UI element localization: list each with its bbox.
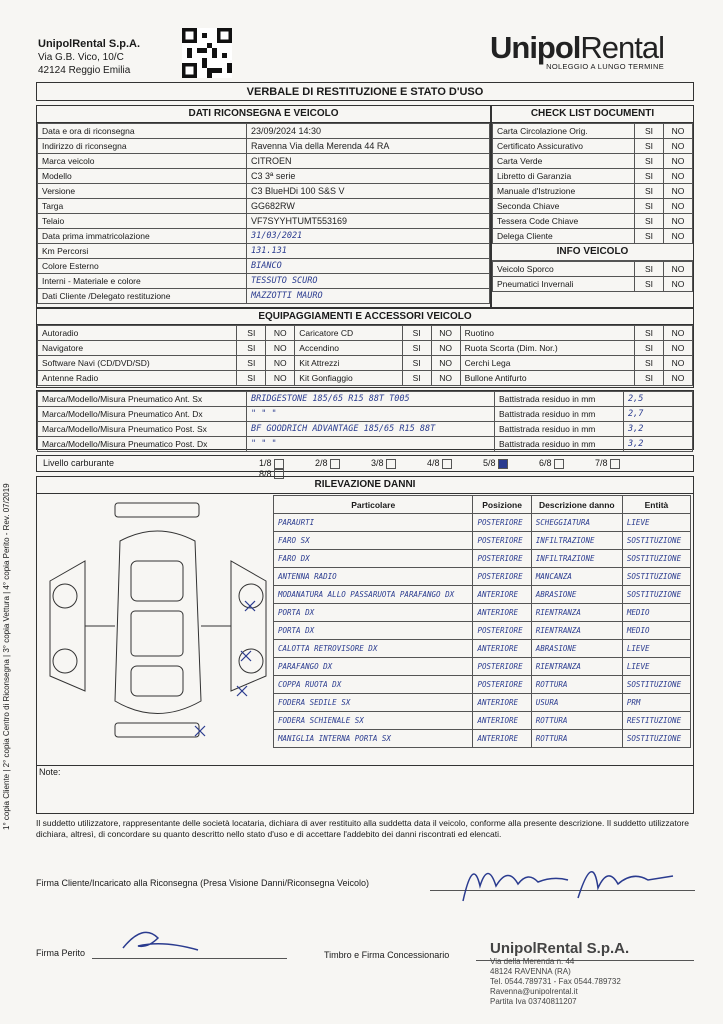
damage-cell[interactable]: POSTERIORE bbox=[473, 514, 531, 532]
damage-cell[interactable]: ABRASIONE bbox=[531, 640, 622, 658]
dati-label: Interni - Materiale e colore bbox=[38, 274, 247, 289]
damage-cell[interactable]: RESTITUZIONE bbox=[622, 712, 690, 730]
fuel-checkbox[interactable] bbox=[442, 459, 452, 469]
dati-value[interactable]: 23/09/2024 14:30 bbox=[247, 124, 490, 139]
damage-header: Posizione bbox=[473, 496, 531, 514]
checklist-row bbox=[493, 184, 693, 199]
dati-row bbox=[38, 259, 490, 274]
equip-row bbox=[38, 356, 693, 371]
perito-signature-line[interactable] bbox=[92, 958, 287, 959]
fuel-level-option[interactable] bbox=[259, 458, 315, 469]
equip-table bbox=[37, 325, 693, 386]
damage-row bbox=[274, 676, 691, 694]
info-label: Veicolo Sporco bbox=[493, 262, 635, 277]
dati-table bbox=[37, 123, 490, 304]
tread-label: Battistrada residuo in mm bbox=[495, 407, 624, 422]
damage-cell[interactable]: SOSTITUZIONE bbox=[622, 730, 690, 748]
equip-label: Navigatore bbox=[38, 341, 237, 356]
tyre-label: Marca/Modello/Misura Pneumatico Ant. Dx bbox=[38, 407, 247, 422]
info-table bbox=[492, 261, 693, 292]
damage-row bbox=[274, 658, 691, 676]
damage-cell[interactable]: FODERA SCHIENALE SX bbox=[274, 712, 473, 730]
damage-cell[interactable]: PARAFANGO DX bbox=[274, 658, 473, 676]
tyres-table bbox=[37, 391, 693, 452]
damage-cell[interactable]: POSTERIORE bbox=[473, 676, 531, 694]
dealer-stamp bbox=[490, 940, 629, 1007]
equip-no[interactable]: NO bbox=[664, 326, 693, 341]
equip-no[interactable]: NO bbox=[266, 326, 295, 341]
equip-si[interactable]: SI bbox=[402, 371, 431, 386]
copy-distribution-sidebar: 1° copia Cliente | 2° copia Centro di Riconsegna | 3° copia Vettura | 4° copia Perito - Rev. 07/2019 bbox=[2, 483, 11, 830]
equip-no[interactable]: NO bbox=[266, 341, 295, 356]
equip-si[interactable]: SI bbox=[237, 326, 266, 341]
checklist-title: CHECK LIST DOCUMENTI bbox=[492, 106, 693, 123]
dati-label: Telaio bbox=[38, 214, 247, 229]
equip-row bbox=[38, 326, 693, 341]
checklist-si[interactable]: SI bbox=[635, 139, 664, 154]
checklist-no[interactable]: NO bbox=[664, 229, 693, 244]
damage-cell[interactable]: USURA bbox=[531, 694, 622, 712]
dati-row bbox=[38, 184, 490, 199]
damage-cell[interactable]: MANIGLIA INTERNA PORTA SX bbox=[274, 730, 473, 748]
checklist-si[interactable]: SI bbox=[635, 229, 664, 244]
checklist-no[interactable]: NO bbox=[664, 184, 693, 199]
declaration-text: Il suddetto utilizzatore, rappresentante delle società locataria, dichiara di aver restituito alla suddetta data il veicolo, conforme alla presente descrizione. Il suddetto utilizzatore dichiara, altresì, di concordare su quanto descritto nello stato d'uso e di accettare l'addebito dei danni riscontrati ed elencati. bbox=[36, 818, 689, 839]
fuel-checkbox[interactable] bbox=[386, 459, 396, 469]
tread-value[interactable]: 2,7 bbox=[624, 407, 693, 422]
equip-row bbox=[38, 371, 693, 386]
stamp-line: Partita Iva 03740811207 bbox=[490, 997, 577, 1006]
tread-value[interactable]: 3,2 bbox=[624, 422, 693, 437]
note-label: Note: bbox=[39, 767, 61, 777]
dati-value[interactable]: C3 3ª serie bbox=[247, 169, 490, 184]
tyre-row bbox=[38, 392, 693, 407]
dati-label: Marca veicolo bbox=[38, 154, 247, 169]
fuel-level-option[interactable] bbox=[539, 458, 595, 469]
equip-si[interactable]: SI bbox=[635, 326, 664, 341]
fuel-checkbox[interactable] bbox=[610, 459, 620, 469]
dati-value[interactable]: C3 BlueHDi 100 S&S V bbox=[247, 184, 490, 199]
checklist-row bbox=[493, 139, 693, 154]
dati-row bbox=[38, 169, 490, 184]
fuel-checkbox[interactable] bbox=[274, 459, 284, 469]
equip-si[interactable]: SI bbox=[402, 356, 431, 371]
equip-si[interactable]: SI bbox=[237, 371, 266, 386]
info-no[interactable]: NO bbox=[664, 262, 693, 277]
dati-value[interactable]: VF7SYYHTUMT553169 bbox=[247, 214, 490, 229]
equip-si[interactable]: SI bbox=[635, 341, 664, 356]
damage-cell[interactable]: ANTERIORE bbox=[473, 712, 531, 730]
fuel-section bbox=[36, 455, 694, 479]
unipolrental-logo bbox=[490, 30, 664, 71]
damage-cell[interactable]: SOSTITUZIONE bbox=[622, 676, 690, 694]
equip-label: Autoradio bbox=[38, 326, 237, 341]
tyre-value[interactable]: BF GOODRICH ADVANTAGE 185/65 R15 88T bbox=[247, 422, 495, 437]
dati-row bbox=[38, 229, 490, 244]
fuel-label: Livello carburante bbox=[43, 458, 115, 468]
damage-cell[interactable]: ANTERIORE bbox=[473, 604, 531, 622]
damage-cell[interactable]: ROTTURA bbox=[531, 712, 622, 730]
damage-cell[interactable]: MEDIO bbox=[622, 604, 690, 622]
damage-cell[interactable]: PRM bbox=[622, 694, 690, 712]
damage-cell[interactable]: ABRASIONE bbox=[531, 586, 622, 604]
dati-label: Dati Cliente /Delegato restituzione bbox=[38, 289, 247, 304]
damage-cell[interactable]: ROTTURA bbox=[531, 676, 622, 694]
tyre-row bbox=[38, 407, 693, 422]
fuel-level-label: 4/8 bbox=[427, 458, 440, 468]
damage-header: Entità bbox=[622, 496, 690, 514]
dati-title: DATI RICONSEGNA E VEICOLO bbox=[37, 106, 490, 123]
equip-no[interactable]: NO bbox=[664, 371, 693, 386]
equip-si[interactable]: SI bbox=[237, 341, 266, 356]
damage-cell[interactable]: COPPA RUOTA DX bbox=[274, 676, 473, 694]
dati-label: Colore Esterno bbox=[38, 259, 247, 274]
dati-row bbox=[38, 214, 490, 229]
dati-value[interactable]: CITROEN bbox=[247, 154, 490, 169]
equip-no[interactable]: NO bbox=[266, 356, 295, 371]
stamp-name: UnipolRental S.p.A. bbox=[490, 940, 630, 957]
fuel-level-option[interactable] bbox=[315, 458, 371, 469]
equip-label: Accendino bbox=[295, 341, 402, 356]
damage-cell[interactable]: LIEVE bbox=[622, 658, 690, 676]
checklist-no[interactable]: NO bbox=[664, 154, 693, 169]
tyre-label: Marca/Modello/Misura Pneumatico Ant. Sx bbox=[38, 392, 247, 407]
damage-cell[interactable]: SOSTITUZIONE bbox=[622, 586, 690, 604]
client-signature-label: Firma Cliente/Incaricato alla Riconsegna (Presa Visione Danni/Riconsegna Veicolo) bbox=[36, 878, 370, 888]
checklist-label: Certificato Assicurativo bbox=[493, 139, 635, 154]
equip-no[interactable]: NO bbox=[664, 341, 693, 356]
checklist-si[interactable]: SI bbox=[635, 199, 664, 214]
damage-cell[interactable]: LIEVE bbox=[622, 640, 690, 658]
damage-cell[interactable]: ANTERIORE bbox=[473, 640, 531, 658]
dati-label: Versione bbox=[38, 184, 247, 199]
dati-value[interactable]: BIANCO bbox=[247, 259, 490, 274]
equip-row bbox=[38, 341, 693, 356]
fuel-level-option[interactable] bbox=[371, 458, 427, 469]
equip-si[interactable]: SI bbox=[635, 356, 664, 371]
fuel-checkbox[interactable] bbox=[498, 459, 508, 469]
damage-header: Particolare bbox=[274, 496, 473, 514]
client-signature-image bbox=[458, 846, 688, 906]
tyre-row bbox=[38, 437, 693, 452]
damage-cell[interactable]: POSTERIORE bbox=[473, 622, 531, 640]
fuel-level-option[interactable] bbox=[427, 458, 483, 469]
damage-cell[interactable]: PORTA DX bbox=[274, 622, 473, 640]
fuel-checkbox[interactable] bbox=[554, 459, 564, 469]
logo-brand-a: Unipol bbox=[490, 30, 581, 65]
equip-no[interactable]: NO bbox=[431, 371, 460, 386]
fuel-level-label: 6/8 bbox=[539, 458, 552, 468]
damage-cell[interactable]: POSTERIORE bbox=[473, 568, 531, 586]
tyre-label: Marca/Modello/Misura Pneumatico Post. Dx bbox=[38, 437, 247, 452]
damage-cell[interactable]: RIENTRANZA bbox=[531, 604, 622, 622]
damage-cell[interactable]: CALOTTA RETROVISORE DX bbox=[274, 640, 473, 658]
checklist-label: Delega Cliente bbox=[493, 229, 635, 244]
damage-row bbox=[274, 514, 691, 532]
equip-no[interactable]: NO bbox=[431, 341, 460, 356]
checklist-row bbox=[493, 214, 693, 229]
info-title: INFO VEICOLO bbox=[492, 244, 693, 261]
damage-cell[interactable]: INFILTRAZIONE bbox=[531, 532, 622, 550]
tread-label: Battistrada residuo in mm bbox=[495, 422, 624, 437]
logo-brand-b: Rental bbox=[580, 30, 665, 65]
dati-label: Targa bbox=[38, 199, 247, 214]
fuel-level-label: 1/8 bbox=[259, 458, 272, 468]
checklist-label: Carta Circolazione Orig. bbox=[493, 124, 635, 139]
damage-cell[interactable]: MANCANZA bbox=[531, 568, 622, 586]
info-row bbox=[493, 277, 693, 292]
checklist-no[interactable]: NO bbox=[664, 214, 693, 229]
dati-value[interactable]: TESSUTO SCURO bbox=[247, 274, 490, 289]
checklist-no[interactable]: NO bbox=[664, 169, 693, 184]
dati-row bbox=[38, 244, 490, 259]
logo-tagline: NOLEGGIO A LUNGO TERMINE bbox=[546, 62, 665, 71]
damage-row bbox=[274, 586, 691, 604]
info-no[interactable]: NO bbox=[664, 277, 693, 292]
damage-row bbox=[274, 568, 691, 586]
equip-no[interactable]: NO bbox=[431, 356, 460, 371]
dati-section bbox=[36, 105, 491, 308]
dati-value[interactable]: GG682RW bbox=[247, 199, 490, 214]
fuel-level-label: 7/8 bbox=[595, 458, 608, 468]
car-damage-diagram bbox=[45, 501, 271, 741]
tyre-value[interactable]: BRIDGESTONE 185/65 R15 88T T005 bbox=[247, 392, 495, 407]
checklist-no[interactable]: NO bbox=[664, 124, 693, 139]
stamp-line: Ravenna@unipolrental.it bbox=[490, 987, 578, 996]
stamp-line: 48124 RAVENNA (RA) bbox=[490, 967, 571, 976]
damage-cell[interactable]: POSTERIORE bbox=[473, 532, 531, 550]
equip-si[interactable]: SI bbox=[402, 326, 431, 341]
checklist-si[interactable]: SI bbox=[635, 184, 664, 199]
equip-no[interactable]: NO bbox=[431, 326, 460, 341]
damage-cell[interactable]: ANTENNA RADIO bbox=[274, 568, 473, 586]
equip-si[interactable]: SI bbox=[402, 341, 431, 356]
dati-value[interactable]: 131.131 bbox=[247, 244, 490, 259]
dati-label: Km Percorsi bbox=[38, 244, 247, 259]
checklist-row bbox=[493, 199, 693, 214]
damage-header: Descrizione danno bbox=[531, 496, 622, 514]
equip-label: Bullone Antifurto bbox=[460, 371, 634, 386]
checklist-no[interactable]: NO bbox=[664, 199, 693, 214]
equip-section bbox=[36, 308, 694, 388]
damage-row bbox=[274, 712, 691, 730]
equip-label: Antenne Radio bbox=[38, 371, 237, 386]
checklist-label: Seconda Chiave bbox=[493, 199, 635, 214]
company-address-line2: 42124 Reggio Emilia bbox=[38, 65, 131, 76]
damage-cell[interactable]: RIENTRANZA bbox=[531, 622, 622, 640]
damage-cell[interactable]: RIENTRANZA bbox=[531, 658, 622, 676]
equip-label: Cerchi Lega bbox=[460, 356, 634, 371]
stamp-line: Via della Merenda n. 44 bbox=[490, 957, 575, 966]
checklist-section bbox=[491, 105, 694, 308]
equip-title: EQUIPAGGIAMENTI E ACCESSORI VEICOLO bbox=[37, 309, 693, 325]
damage-cell[interactable]: INFILTRAZIONE bbox=[531, 550, 622, 568]
info-row bbox=[493, 262, 693, 277]
info-si[interactable]: SI bbox=[635, 277, 664, 292]
damage-row bbox=[274, 622, 691, 640]
damage-row bbox=[274, 550, 691, 568]
checklist-label: Carta Verde bbox=[493, 154, 635, 169]
damage-row bbox=[274, 532, 691, 550]
dati-row bbox=[38, 139, 490, 154]
equip-label: Ruota Scorta (Dim. Nor.) bbox=[460, 341, 634, 356]
equip-label: Caricatore CD bbox=[295, 326, 402, 341]
dati-row bbox=[38, 274, 490, 289]
fuel-level-label: 8/8 bbox=[259, 468, 272, 479]
damage-cell[interactable]: ANTERIORE bbox=[473, 730, 531, 748]
damage-cell[interactable]: POSTERIORE bbox=[473, 550, 531, 568]
damage-cell[interactable]: FARO DX bbox=[274, 550, 473, 568]
equip-si[interactable]: SI bbox=[635, 371, 664, 386]
dati-label: Data prima immatricolazione bbox=[38, 229, 247, 244]
fuel-level-option[interactable] bbox=[595, 458, 651, 469]
tread-value[interactable]: 2,5 bbox=[624, 392, 693, 407]
damage-cell[interactable]: SCHEGGIATURA bbox=[531, 514, 622, 532]
damage-cell[interactable]: SOSTITUZIONE bbox=[622, 550, 690, 568]
checklist-label: Libretto di Garanzia bbox=[493, 169, 635, 184]
tyres-section bbox=[36, 390, 694, 450]
damage-row bbox=[274, 730, 691, 748]
damage-row bbox=[274, 694, 691, 712]
damage-cell[interactable]: ROTTURA bbox=[531, 730, 622, 748]
company-name: UnipolRental S.p.A. bbox=[38, 38, 141, 50]
tread-label: Battistrada residuo in mm bbox=[495, 392, 624, 407]
tread-label: Battistrada residuo in mm bbox=[495, 437, 624, 452]
qr-code-icon bbox=[182, 28, 232, 78]
fuel-level-label: 3/8 bbox=[371, 458, 384, 468]
dati-value[interactable]: 31/03/2021 bbox=[247, 229, 490, 244]
damage-section bbox=[36, 476, 694, 814]
dati-row bbox=[38, 154, 490, 169]
timbro-label: Timbro e Firma Concessionario bbox=[324, 950, 450, 960]
damage-row bbox=[274, 604, 691, 622]
tyre-row bbox=[38, 422, 693, 437]
checklist-label: Manuale d'Istruzione bbox=[493, 184, 635, 199]
checklist-row bbox=[493, 124, 693, 139]
damage-title: RILEVAZIONE DANNI bbox=[37, 477, 693, 494]
checklist-no[interactable]: NO bbox=[664, 139, 693, 154]
dati-row bbox=[38, 199, 490, 214]
page-title: VERBALE DI RESTITUZIONE E STATO D'USO bbox=[36, 82, 694, 101]
tread-value[interactable]: 3,2 bbox=[624, 437, 693, 452]
info-si[interactable]: SI bbox=[635, 262, 664, 277]
damage-cell[interactable]: FODERA SEDILE SX bbox=[274, 694, 473, 712]
checklist-row bbox=[493, 169, 693, 184]
dati-label: Modello bbox=[38, 169, 247, 184]
tyre-value[interactable]: " " " bbox=[247, 437, 495, 452]
damage-cell[interactable]: FARO SX bbox=[274, 532, 473, 550]
damage-cell[interactable]: SOSTITUZIONE bbox=[622, 532, 690, 550]
damage-cell[interactable]: LIEVE bbox=[622, 514, 690, 532]
checklist-row bbox=[493, 154, 693, 169]
equip-label: Kit Gonfiaggio bbox=[295, 371, 402, 386]
tyre-label: Marca/Modello/Misura Pneumatico Post. Sx bbox=[38, 422, 247, 437]
equip-no[interactable]: NO bbox=[266, 371, 295, 386]
damage-cell[interactable]: ANTERIORE bbox=[473, 694, 531, 712]
fuel-level-label: 2/8 bbox=[315, 458, 328, 468]
checklist-row bbox=[493, 229, 693, 244]
dati-label: Data e ora di riconsegna bbox=[38, 124, 247, 139]
damage-cell[interactable]: PARAURTI bbox=[274, 514, 473, 532]
checklist-si[interactable]: SI bbox=[635, 169, 664, 184]
equip-label: Software Navi (CD/DVD/SD) bbox=[38, 356, 237, 371]
info-label: Pneumatici Invernali bbox=[493, 277, 635, 292]
equip-no[interactable]: NO bbox=[664, 356, 693, 371]
equip-si[interactable]: SI bbox=[237, 356, 266, 371]
damage-table bbox=[273, 495, 691, 748]
damage-row bbox=[274, 640, 691, 658]
fuel-level-option[interactable] bbox=[483, 458, 539, 469]
perito-signature-image bbox=[118, 918, 208, 958]
checklist-label: Tessera Code Chiave bbox=[493, 214, 635, 229]
checklist-table bbox=[492, 123, 693, 244]
fuel-level-label: 5/8 bbox=[483, 458, 496, 468]
dati-value[interactable]: MAZZOTTI MAURO bbox=[247, 289, 490, 304]
perito-signature-label: Firma Perito bbox=[36, 948, 86, 958]
dati-value[interactable]: Ravenna Via della Merenda 44 RA bbox=[247, 139, 490, 154]
damage-cell[interactable]: ANTERIORE bbox=[473, 586, 531, 604]
equip-label: Ruotino bbox=[460, 326, 634, 341]
equip-label: Kit Attrezzi bbox=[295, 356, 402, 371]
tyre-value[interactable]: " " " bbox=[247, 407, 495, 422]
damage-cell[interactable]: PORTA DX bbox=[274, 604, 473, 622]
dati-row bbox=[38, 124, 490, 139]
damage-cell[interactable]: POSTERIORE bbox=[473, 658, 531, 676]
dati-label: Indirizzo di riconsegna bbox=[38, 139, 247, 154]
damage-cell[interactable]: MODANATURA ALLO PASSARUOTA PARAFANGO DX bbox=[274, 586, 473, 604]
fuel-checkbox[interactable] bbox=[330, 459, 340, 469]
damage-cell[interactable]: MEDIO bbox=[622, 622, 690, 640]
dati-row bbox=[38, 289, 490, 304]
damage-cell[interactable]: SOSTITUZIONE bbox=[622, 568, 690, 586]
company-address-line1: Via G.B. Vico, 10/C bbox=[38, 52, 124, 63]
checklist-si[interactable]: SI bbox=[635, 124, 664, 139]
stamp-line: Tel. 0544.789731 - Fax 0544.789732 bbox=[490, 977, 621, 986]
company-address bbox=[38, 38, 140, 77]
checklist-si[interactable]: SI bbox=[635, 214, 664, 229]
checklist-si[interactable]: SI bbox=[635, 154, 664, 169]
